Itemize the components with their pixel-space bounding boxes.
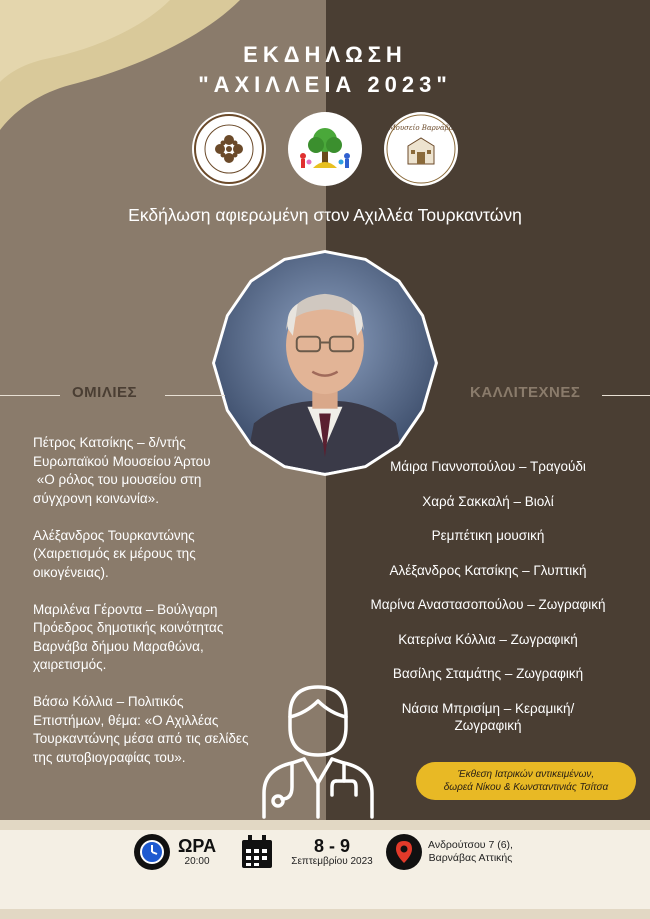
- footer-top-stripe: [0, 820, 650, 830]
- artist-line: Βασίλης Σταμάτης – Ζωγραφική: [392, 666, 584, 681]
- time-value: 20:00: [184, 856, 210, 867]
- artist-line: Κατερίνα Κόλλια – Ζωγραφική: [398, 631, 578, 647]
- speaker-item: [33, 601, 283, 675]
- speaker-line: της αυτοβιογραφίας του».: [33, 749, 186, 765]
- speaker-line: Ευρωπαϊκού Μουσείου Άρτου: [33, 453, 211, 469]
- speaker-item: [33, 527, 283, 583]
- logo-row: [0, 112, 650, 186]
- artist-line: Ρεμπέτικη μουσική: [431, 528, 545, 543]
- speaker-line: Βαρνάβα δήμου Μαραθώνα,: [33, 638, 204, 654]
- varnava-museum-logo: [384, 112, 458, 186]
- speaker-line: Μαριλένα Γέροντα – Βούλγαρη: [33, 601, 218, 617]
- community-tree-logo: [288, 112, 362, 186]
- speaker-item: [33, 693, 283, 767]
- location-pin-icon: [386, 834, 422, 870]
- speaker-line: Τουρκαντώνης μέσα από τις σελίδες: [33, 731, 249, 746]
- event-title: [0, 40, 650, 100]
- address-line2: Βαρνάβας Αττικής: [428, 852, 513, 864]
- event-title-line1: ΕΚΔΗΛΩΣΗ: [243, 42, 407, 67]
- footer-bottom-stripe: [0, 909, 650, 919]
- address-line1: Ανδρούτσου 7 (6),: [428, 839, 513, 851]
- event-title-line2: "ΑΧΙΛΛΕΙΑ 2023": [198, 72, 452, 97]
- artist-item: [326, 596, 650, 613]
- speakers-list: [33, 434, 283, 786]
- artists-heading-text: ΚΑΛΛΙΤΕΧΝΕΣ: [470, 384, 581, 401]
- artist-item: [326, 562, 650, 579]
- divider-left-b: [165, 395, 225, 396]
- speaker-line: Πρόεδρος δημοτικής κοινότητας: [33, 620, 224, 635]
- artist-line: Μάιρα Γιαννοπούλου – Τραγούδι: [390, 459, 586, 474]
- event-subtitle: Εκδήλωση αφιερωμένη στον Αχιλλέα Τουρκαντώνη: [128, 205, 522, 225]
- doctor-icon: [258, 683, 378, 819]
- time-label: ΩΡΑ: [178, 836, 217, 856]
- artist-line: Μαρίνα Αναστασοπούλου – Ζωγραφική: [370, 597, 606, 612]
- artist-item: [326, 631, 650, 648]
- artist-item: [326, 665, 650, 682]
- speeches-heading-text: ΟΜΙΛΙΕΣ: [72, 384, 138, 401]
- exhibit-line1: Έκθεση Ιατρικών αντικειμένων,: [457, 769, 595, 780]
- bread-museum-logo: [192, 112, 266, 186]
- artist-line: Νάσια Μπρισίμη – Κεραμική/: [401, 700, 575, 716]
- date-label: 8 - 9: [313, 836, 351, 856]
- speaker-line: χαιρετισμός.: [33, 657, 107, 672]
- artist-line: Ζωγραφική: [454, 717, 522, 733]
- date-value: Σεπτεμβρίου 2023: [291, 856, 373, 867]
- footer-bar: [0, 820, 650, 919]
- speaker-line: Αλέξανδρος Τουρκαντώνης: [33, 527, 195, 543]
- speaker-line: «Ο ρόλος του μουσείου στη: [33, 472, 202, 487]
- date-block: [240, 832, 380, 872]
- speaker-line: σύγχρονη κοινωνία».: [33, 490, 159, 506]
- exhibit-line2: δωρεά Νίκου & Κωνσταντινιάς Τσίτσα: [443, 782, 609, 793]
- speaker-line: (Χαιρετισμός εκ μέρους της: [33, 546, 196, 561]
- varnava-museum-logo-text: Μουσείο Βαρνάβα: [388, 124, 454, 132]
- time-block: [134, 832, 216, 872]
- artist-line: Αλέξανδρος Κατσίκης – Γλυπτική: [389, 562, 587, 578]
- artist-item: [326, 527, 650, 544]
- artist-item: [326, 493, 650, 510]
- calendar-icon: [240, 834, 274, 870]
- speaker-line: οικογένειας).: [33, 564, 109, 580]
- speaker-item: [33, 434, 283, 508]
- exhibit-badge: [416, 762, 636, 800]
- speaker-line: Πέτρος Κατσίκης – δ/ντής: [33, 435, 186, 450]
- artist-item: [326, 458, 650, 475]
- clock-icon: [134, 834, 170, 870]
- speaker-line: Βάσω Κόλλια – Πολιτικός: [33, 694, 184, 709]
- location-block: [386, 832, 513, 872]
- speaker-line: Επιστήμων, θέμα: «Ο Αχιλλέας: [33, 712, 219, 728]
- divider-right: [602, 395, 650, 396]
- artist-line: Χαρά Σακκαλή – Βιολί: [422, 493, 554, 509]
- divider-left-a: [0, 395, 60, 396]
